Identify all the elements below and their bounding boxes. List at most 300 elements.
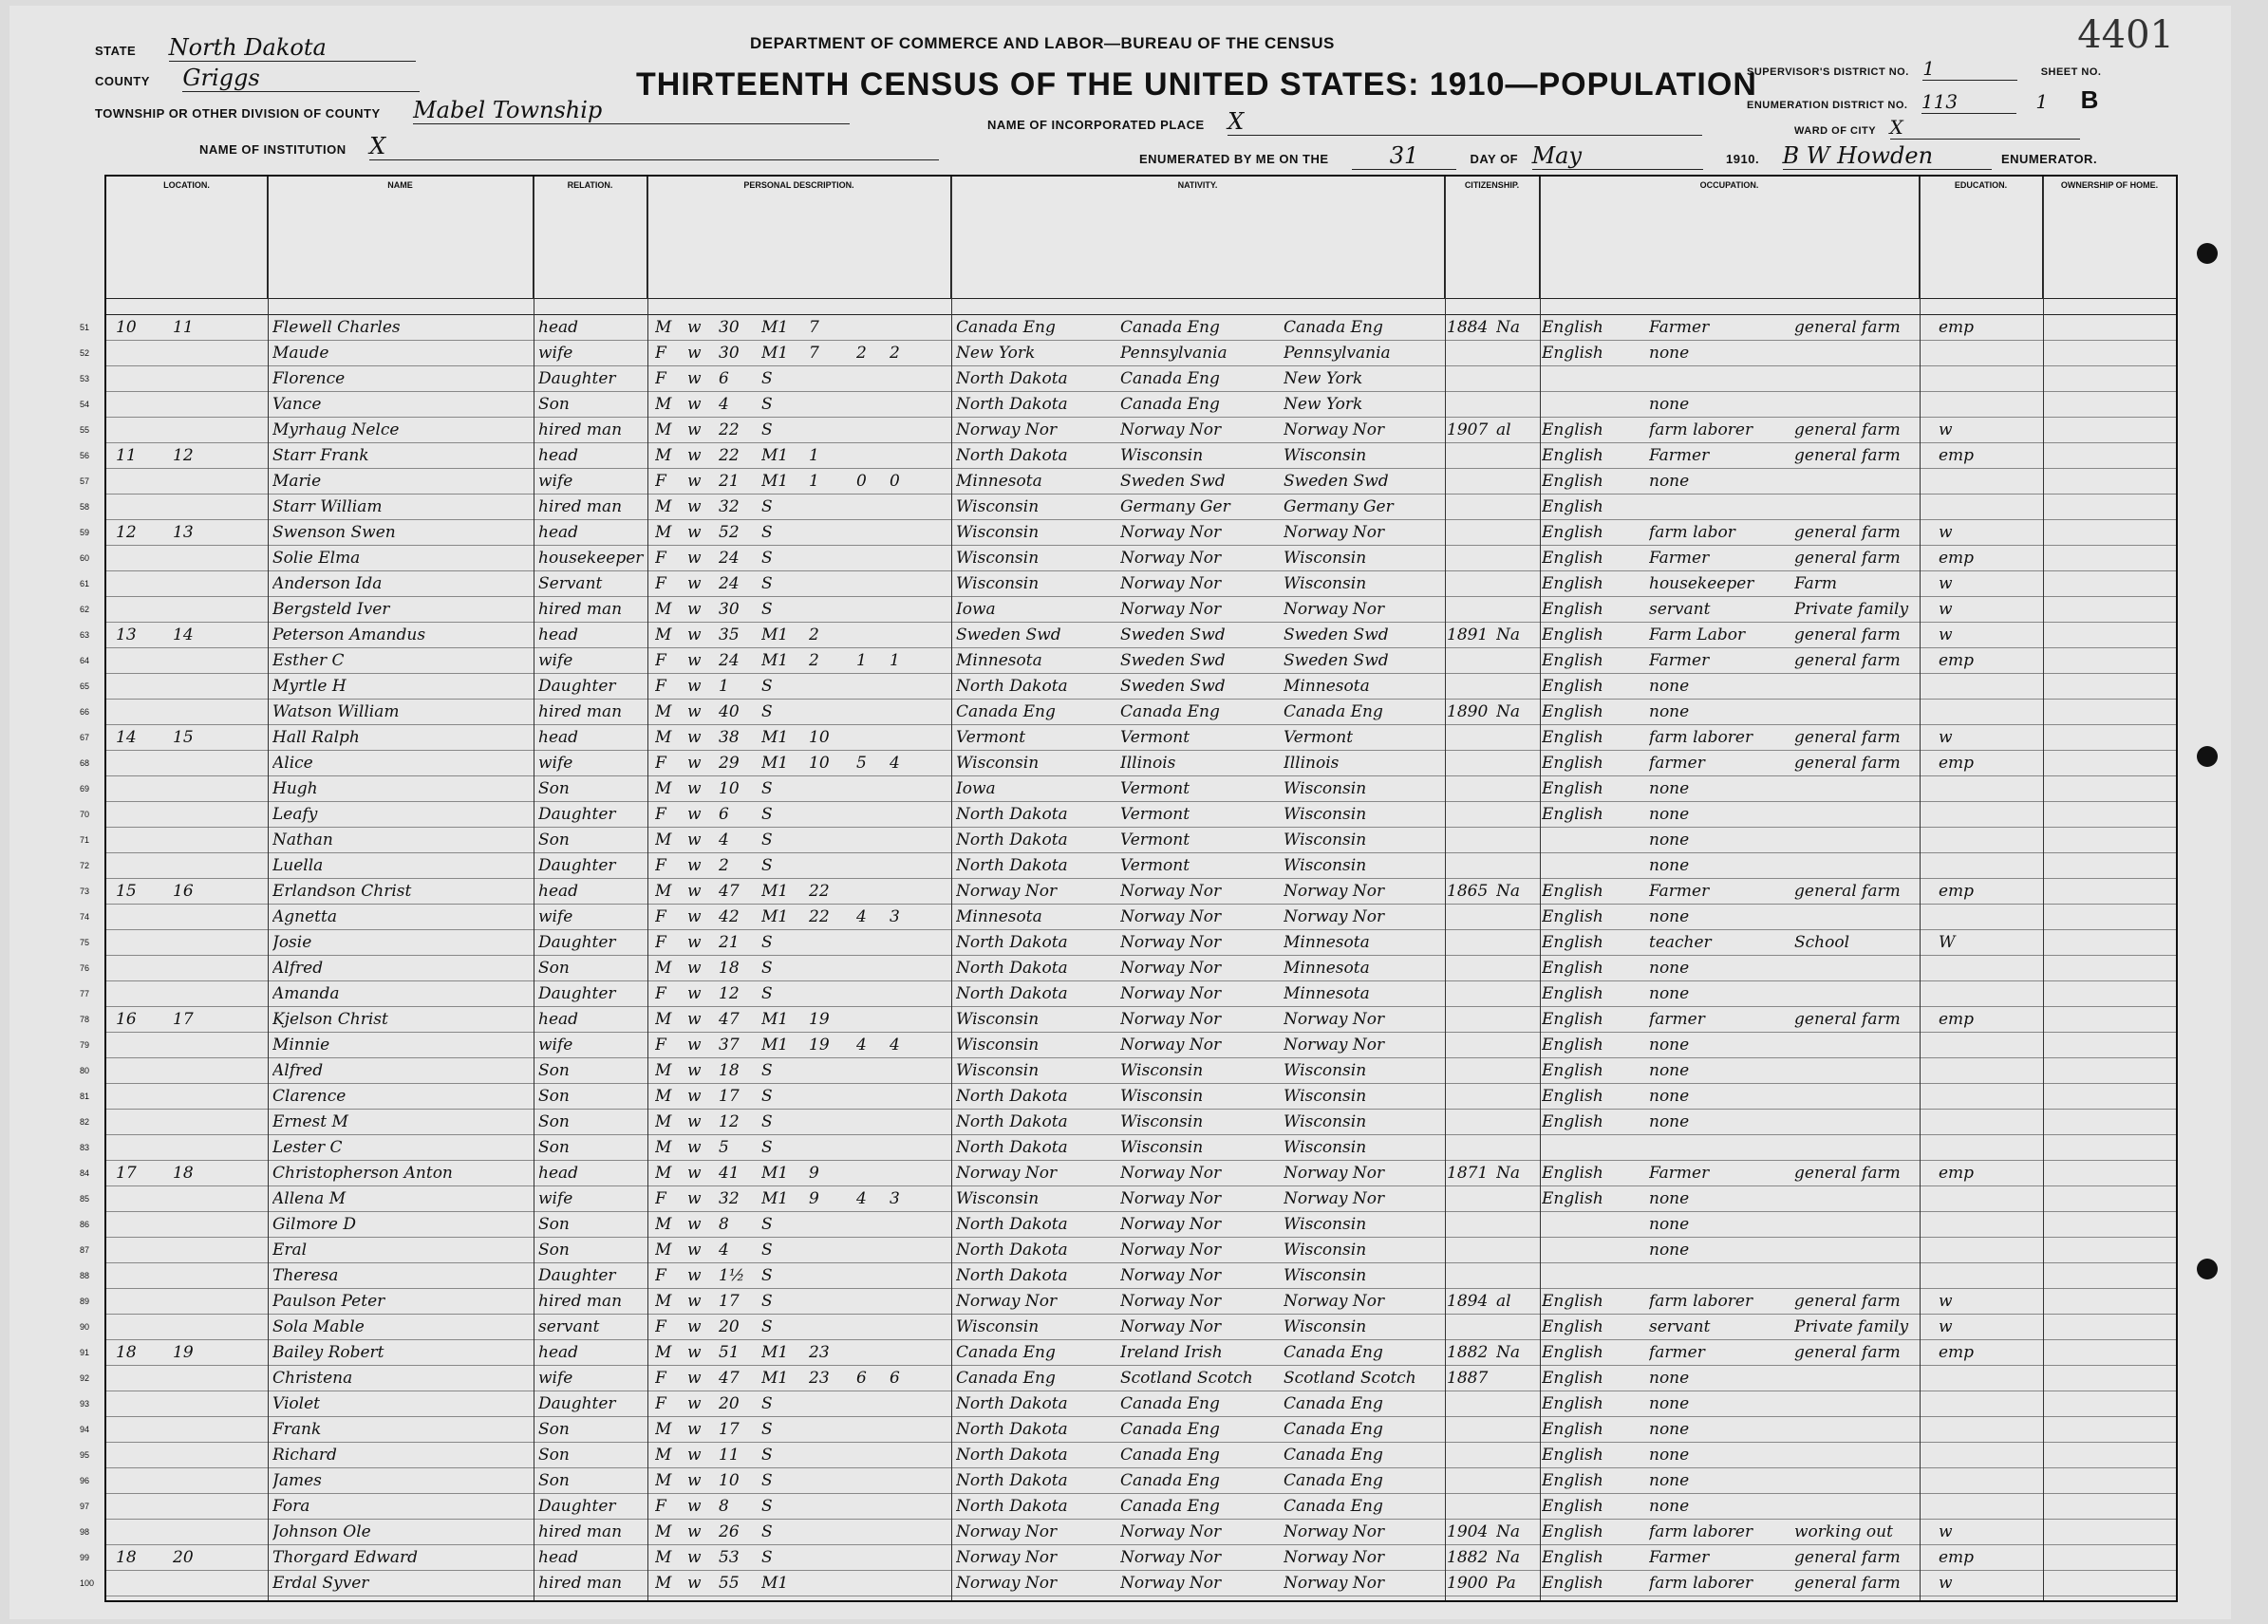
citizenship: Na bbox=[1496, 1164, 1521, 1183]
father-birthplace: Sweden Swd bbox=[1120, 472, 1226, 491]
years-married bbox=[809, 1391, 841, 1417]
table-row bbox=[80, 853, 2176, 879]
children-born bbox=[856, 1315, 885, 1340]
children-living bbox=[890, 1007, 918, 1033]
table-row bbox=[80, 1520, 2176, 1545]
line-number: 51 bbox=[80, 323, 90, 332]
county-label: COUNTY bbox=[95, 74, 150, 88]
dwelling-number bbox=[116, 1033, 154, 1058]
marital-status: S bbox=[761, 1548, 773, 1567]
employment-class: w bbox=[1939, 420, 1953, 439]
table-row bbox=[80, 648, 2176, 674]
relation: Daughter bbox=[538, 1394, 616, 1413]
trade: none bbox=[1649, 1189, 1690, 1208]
family-number bbox=[173, 392, 211, 418]
dwelling-number bbox=[116, 1212, 154, 1238]
line-number: 98 bbox=[80, 1527, 90, 1537]
children-living bbox=[890, 1161, 918, 1186]
person-name: Luella bbox=[272, 856, 324, 875]
language: English bbox=[1542, 318, 1603, 337]
language bbox=[1542, 1238, 1646, 1263]
race: w bbox=[687, 728, 702, 747]
table-row bbox=[80, 495, 2176, 520]
industry: general farm bbox=[1794, 1343, 1901, 1362]
marital-status: S bbox=[761, 1087, 773, 1106]
line-number: 81 bbox=[80, 1092, 90, 1101]
race: w bbox=[687, 1061, 702, 1080]
person-name: Erlandson Christ bbox=[272, 882, 412, 901]
table-row bbox=[80, 1571, 2176, 1596]
citizenship bbox=[1496, 1263, 1534, 1289]
birthplace: Wisconsin bbox=[956, 1189, 1040, 1208]
relation: head bbox=[538, 625, 579, 644]
mother-birthplace: Norway Nor bbox=[1284, 1522, 1385, 1541]
years-married bbox=[809, 1520, 841, 1545]
language: English bbox=[1542, 1420, 1603, 1439]
children-born bbox=[856, 700, 885, 725]
employment-class: emp bbox=[1939, 1548, 1975, 1567]
person-name: Leafy bbox=[272, 805, 318, 824]
marital-status: S bbox=[761, 1317, 773, 1336]
race: w bbox=[687, 1112, 702, 1131]
table-row bbox=[80, 1443, 2176, 1468]
age: 6 bbox=[719, 805, 729, 824]
family-number bbox=[173, 469, 211, 495]
trade: none bbox=[1649, 907, 1690, 926]
race: w bbox=[687, 1522, 702, 1541]
children-born bbox=[856, 546, 885, 571]
citizenship bbox=[1496, 443, 1534, 469]
birthplace: North Dakota bbox=[956, 1215, 1068, 1234]
sex: F bbox=[655, 907, 666, 926]
children-born bbox=[856, 1468, 885, 1494]
age: 22 bbox=[719, 420, 740, 439]
marital-status: S bbox=[761, 395, 773, 414]
marital-status: S bbox=[761, 779, 773, 798]
age: 53 bbox=[719, 1548, 740, 1567]
employment-class bbox=[1939, 853, 1996, 879]
relation: Son bbox=[538, 1087, 570, 1106]
trade: farmer bbox=[1649, 1010, 1705, 1029]
language: English bbox=[1542, 1548, 1603, 1567]
age: 4 bbox=[719, 1241, 729, 1260]
race: w bbox=[687, 882, 702, 901]
language: English bbox=[1542, 1292, 1603, 1311]
dwelling-number bbox=[116, 1443, 154, 1468]
mother-birthplace: Germany Ger bbox=[1284, 497, 1394, 516]
line-number: 77 bbox=[80, 989, 90, 999]
sex: M bbox=[655, 1112, 672, 1131]
immigration-year: 1907 bbox=[1447, 420, 1489, 439]
marital-status: S bbox=[761, 1471, 773, 1490]
table-row bbox=[80, 597, 2176, 623]
father-birthplace: Sweden Swd bbox=[1120, 651, 1226, 670]
sex: M bbox=[655, 1471, 672, 1490]
children-living: 0 bbox=[890, 472, 900, 491]
family-number: 17 bbox=[173, 1010, 194, 1029]
family-number: 19 bbox=[173, 1343, 194, 1362]
family-number bbox=[173, 700, 211, 725]
person-name: Anderson Ida bbox=[272, 574, 383, 593]
dwelling-number: 15 bbox=[116, 882, 137, 901]
employment-class: w bbox=[1939, 728, 1953, 747]
years-married: 22 bbox=[809, 882, 830, 901]
sex: F bbox=[655, 472, 666, 491]
line-number: 87 bbox=[80, 1245, 90, 1255]
immigration-year bbox=[1447, 1007, 1494, 1033]
trade: none bbox=[1649, 1394, 1690, 1413]
industry: general farm bbox=[1794, 1292, 1901, 1311]
trade: housekeeper bbox=[1649, 574, 1754, 593]
race: w bbox=[687, 831, 702, 849]
sex: M bbox=[655, 523, 672, 542]
language: English bbox=[1542, 677, 1603, 696]
dwelling-number bbox=[116, 1315, 154, 1340]
employment-class bbox=[1939, 1366, 1996, 1391]
children-born bbox=[856, 1212, 885, 1238]
person-name: Minnie bbox=[272, 1036, 330, 1055]
immigration-year bbox=[1447, 366, 1494, 392]
column-rule bbox=[268, 177, 269, 1600]
census-grid bbox=[80, 175, 2178, 1602]
age: 2 bbox=[719, 856, 729, 875]
column-rule bbox=[1445, 177, 1446, 1600]
marital-status: S bbox=[761, 805, 773, 824]
sex: M bbox=[655, 1087, 672, 1106]
person-name: Kjelson Christ bbox=[272, 1010, 388, 1029]
immigration-year bbox=[1447, 725, 1494, 751]
col-ownership: OWNERSHIP OF HOME. bbox=[2060, 180, 2159, 190]
relation: wife bbox=[538, 344, 573, 363]
employment-class: emp bbox=[1939, 318, 1975, 337]
industry bbox=[1794, 1212, 1937, 1238]
industry bbox=[1794, 1494, 1937, 1520]
table-row bbox=[80, 1110, 2176, 1135]
children-living bbox=[890, 674, 918, 700]
marital-status: S bbox=[761, 1215, 773, 1234]
father-birthplace: Norway Nor bbox=[1120, 1215, 1222, 1234]
trade: Farmer bbox=[1649, 1548, 1710, 1567]
father-birthplace: Vermont bbox=[1120, 779, 1190, 798]
mother-birthplace: Sweden Swd bbox=[1284, 651, 1389, 670]
table-row bbox=[80, 623, 2176, 648]
enumerated-day: 31 bbox=[1352, 142, 1456, 170]
industry bbox=[1794, 1033, 1937, 1058]
industry: Private family bbox=[1794, 1317, 1909, 1336]
industry bbox=[1794, 905, 1937, 930]
family-number: 15 bbox=[173, 728, 194, 747]
birthplace: Norway Nor bbox=[956, 1522, 1058, 1541]
mother-birthplace: Wisconsin bbox=[1284, 1112, 1367, 1131]
years-married bbox=[809, 1135, 841, 1161]
race: w bbox=[687, 1241, 702, 1260]
marital-status: S bbox=[761, 497, 773, 516]
children-living bbox=[890, 597, 918, 623]
family-number bbox=[173, 366, 211, 392]
age: 21 bbox=[719, 472, 740, 491]
relation: Daughter bbox=[538, 984, 616, 1003]
employment-class bbox=[1939, 1135, 1996, 1161]
employment-class bbox=[1939, 1058, 1996, 1084]
mother-birthplace: Norway Nor bbox=[1284, 1292, 1385, 1311]
dwelling-number bbox=[116, 1366, 154, 1391]
supervisor-value: 1 bbox=[1922, 57, 2017, 81]
dwelling-number: 13 bbox=[116, 625, 137, 644]
children-born: 1 bbox=[856, 651, 867, 670]
birthplace: Norway Nor bbox=[956, 420, 1058, 439]
birthplace: North Dakota bbox=[956, 677, 1068, 696]
years-married: 9 bbox=[809, 1164, 819, 1183]
col-education: EDUCATION. bbox=[1920, 177, 2043, 298]
industry bbox=[1794, 802, 1937, 828]
citizenship: Pa bbox=[1496, 1574, 1516, 1593]
age: 29 bbox=[719, 754, 740, 773]
family-number bbox=[173, 1084, 211, 1110]
age: 42 bbox=[719, 907, 740, 926]
trade: none bbox=[1649, 1420, 1690, 1439]
line-number: 86 bbox=[80, 1220, 90, 1229]
line-number: 82 bbox=[80, 1117, 90, 1127]
family-number: 14 bbox=[173, 625, 194, 644]
sheet-label: SHEET NO. bbox=[2040, 66, 2102, 78]
children-living: 3 bbox=[890, 907, 900, 926]
employment-class bbox=[1939, 1084, 1996, 1110]
family-number bbox=[173, 828, 211, 853]
employment-class: w bbox=[1939, 1522, 1953, 1541]
industry: general farm bbox=[1794, 420, 1901, 439]
citizenship bbox=[1496, 366, 1534, 392]
age: 32 bbox=[719, 1189, 740, 1208]
marital-status: S bbox=[761, 702, 773, 721]
children-living bbox=[890, 981, 918, 1007]
immigration-year bbox=[1447, 1084, 1494, 1110]
race: w bbox=[687, 1138, 702, 1157]
industry bbox=[1794, 392, 1937, 418]
industry: working out bbox=[1794, 1522, 1893, 1541]
father-birthplace: Norway Nor bbox=[1120, 1292, 1222, 1311]
language: English bbox=[1542, 446, 1603, 465]
marital-status: M1 bbox=[761, 1574, 789, 1593]
table-row bbox=[80, 879, 2176, 905]
relation: Son bbox=[538, 1446, 570, 1465]
person-name: Starr William bbox=[272, 497, 383, 516]
children-living: 2 bbox=[890, 344, 900, 363]
immigration-year: 1890 bbox=[1447, 702, 1489, 721]
line-number: 99 bbox=[80, 1553, 90, 1562]
county-value: Griggs bbox=[182, 65, 420, 92]
marital-status: S bbox=[761, 1497, 773, 1516]
race: w bbox=[687, 702, 702, 721]
marital-status: M1 bbox=[761, 651, 789, 670]
citizenship: Na bbox=[1496, 882, 1521, 901]
sex: F bbox=[655, 984, 666, 1003]
dwelling-number bbox=[116, 776, 154, 802]
dwelling-number bbox=[116, 956, 154, 981]
mother-birthplace: Pennsylvania bbox=[1284, 344, 1391, 363]
employment-class bbox=[1939, 674, 1996, 700]
immigration-year bbox=[1447, 520, 1494, 546]
age: 8 bbox=[719, 1497, 729, 1516]
children-living: 3 bbox=[890, 1189, 900, 1208]
sex: F bbox=[655, 651, 666, 670]
citizenship bbox=[1496, 1443, 1534, 1468]
birthplace: North Dakota bbox=[956, 1087, 1068, 1106]
employment-class bbox=[1939, 392, 1996, 418]
industry bbox=[1794, 1417, 1937, 1443]
citizenship bbox=[1496, 1494, 1534, 1520]
industry: general farm bbox=[1794, 318, 1901, 337]
years-married bbox=[809, 1238, 841, 1263]
industry: Private family bbox=[1794, 600, 1909, 619]
citizenship bbox=[1496, 1315, 1534, 1340]
table-row bbox=[80, 1033, 2176, 1058]
father-birthplace: Norway Nor bbox=[1120, 1574, 1222, 1593]
relation: hired man bbox=[538, 702, 623, 721]
table-row bbox=[80, 366, 2176, 392]
citizenship bbox=[1496, 674, 1534, 700]
employment-class: emp bbox=[1939, 549, 1975, 568]
birthplace: Norway Nor bbox=[956, 882, 1058, 901]
trade: none bbox=[1649, 1112, 1690, 1131]
years-married bbox=[809, 674, 841, 700]
citizenship bbox=[1496, 648, 1534, 674]
language: English bbox=[1542, 728, 1603, 747]
father-birthplace: Norway Nor bbox=[1120, 1317, 1222, 1336]
children-born bbox=[856, 981, 885, 1007]
sex: M bbox=[655, 1548, 672, 1567]
children-born: 0 bbox=[856, 472, 867, 491]
immigration-year bbox=[1447, 905, 1494, 930]
family-number bbox=[173, 1238, 211, 1263]
mother-birthplace: Norway Nor bbox=[1284, 1189, 1385, 1208]
line-number: 78 bbox=[80, 1015, 90, 1024]
line-number: 61 bbox=[80, 579, 90, 588]
children-living bbox=[890, 571, 918, 597]
children-living bbox=[890, 1084, 918, 1110]
age: 24 bbox=[719, 651, 740, 670]
birthplace: North Dakota bbox=[956, 1112, 1068, 1131]
dwelling-number bbox=[116, 905, 154, 930]
children-living bbox=[890, 853, 918, 879]
family-number bbox=[173, 1315, 211, 1340]
dwelling-number bbox=[116, 1520, 154, 1545]
language: English bbox=[1542, 574, 1603, 593]
person-name: Hall Ralph bbox=[272, 728, 360, 747]
race: w bbox=[687, 1189, 702, 1208]
birthplace: North Dakota bbox=[956, 395, 1068, 414]
race: w bbox=[687, 1164, 702, 1183]
trade: none bbox=[1649, 395, 1690, 414]
father-birthplace: Vermont bbox=[1120, 856, 1190, 875]
race: w bbox=[687, 1036, 702, 1055]
age: 10 bbox=[719, 779, 740, 798]
age: 12 bbox=[719, 1112, 740, 1131]
age: 47 bbox=[719, 882, 740, 901]
industry: general farm bbox=[1794, 1164, 1901, 1183]
citizenship bbox=[1496, 1366, 1534, 1391]
years-married bbox=[809, 700, 841, 725]
dwelling-number bbox=[116, 700, 154, 725]
person-name: Allena M bbox=[272, 1189, 347, 1208]
race: w bbox=[687, 754, 702, 773]
line-number: 74 bbox=[80, 912, 90, 922]
line-number: 93 bbox=[80, 1399, 90, 1409]
person-name: Frank bbox=[272, 1420, 322, 1439]
father-birthplace: Canada Eng bbox=[1120, 1446, 1220, 1465]
enum-district-value: 113 bbox=[1921, 90, 2016, 114]
person-name: Paulson Peter bbox=[272, 1292, 385, 1311]
relation: Daughter bbox=[538, 369, 616, 388]
years-married bbox=[809, 1443, 841, 1468]
mother-birthplace: Sweden Swd bbox=[1284, 472, 1389, 491]
punch-hole bbox=[2197, 1259, 2218, 1279]
dwelling-number bbox=[116, 802, 154, 828]
person-name: Sola Mable bbox=[272, 1317, 365, 1336]
line-number: 57 bbox=[80, 476, 90, 486]
citizenship: Na bbox=[1496, 1548, 1521, 1567]
father-birthplace: Norway Nor bbox=[1120, 600, 1222, 619]
person-name: Amanda bbox=[272, 984, 340, 1003]
trade: none bbox=[1649, 1087, 1690, 1106]
birthplace: Iowa bbox=[956, 600, 996, 619]
immigration-year: 1891 bbox=[1447, 625, 1489, 644]
table-row bbox=[80, 905, 2176, 930]
industry bbox=[1794, 1084, 1937, 1110]
birthplace: Canada Eng bbox=[956, 1343, 1056, 1362]
marital-status: M1 bbox=[761, 1369, 789, 1388]
race: w bbox=[687, 933, 702, 952]
race: w bbox=[687, 677, 702, 696]
birthplace: Wisconsin bbox=[956, 1061, 1040, 1080]
marital-status: S bbox=[761, 856, 773, 875]
years-married bbox=[809, 981, 841, 1007]
children-born bbox=[856, 366, 885, 392]
relation: hired man bbox=[538, 600, 623, 619]
trade: Farmer bbox=[1649, 882, 1710, 901]
institution-label: NAME OF INSTITUTION bbox=[199, 142, 347, 157]
father-birthplace: Norway Nor bbox=[1120, 984, 1222, 1003]
family-number bbox=[173, 341, 211, 366]
table-row bbox=[80, 1186, 2176, 1212]
dwelling-number bbox=[116, 1468, 154, 1494]
line-number: 75 bbox=[80, 938, 90, 947]
immigration-year bbox=[1447, 981, 1494, 1007]
years-married bbox=[809, 1289, 841, 1315]
immigration-year bbox=[1447, 1443, 1494, 1468]
citizenship bbox=[1496, 1417, 1534, 1443]
relation: hired man bbox=[538, 1522, 623, 1541]
years-married bbox=[809, 1545, 841, 1571]
sex: F bbox=[655, 856, 666, 875]
mother-birthplace: Canada Eng bbox=[1284, 1343, 1383, 1362]
marital-status: S bbox=[761, 1446, 773, 1465]
children-living bbox=[890, 1443, 918, 1468]
birthplace: New York bbox=[956, 344, 1036, 363]
sex: F bbox=[655, 574, 666, 593]
immigration-year bbox=[1447, 956, 1494, 981]
age: 24 bbox=[719, 574, 740, 593]
sex: F bbox=[655, 805, 666, 824]
mother-birthplace: Wisconsin bbox=[1284, 574, 1367, 593]
relation: Son bbox=[538, 959, 570, 978]
person-name: Alfred bbox=[272, 1061, 324, 1080]
table-row bbox=[80, 700, 2176, 725]
line-number: 92 bbox=[80, 1373, 90, 1383]
sex: F bbox=[655, 1189, 666, 1208]
birthplace: North Dakota bbox=[956, 1241, 1068, 1260]
employment-class: w bbox=[1939, 1574, 1953, 1593]
race: w bbox=[687, 1343, 702, 1362]
